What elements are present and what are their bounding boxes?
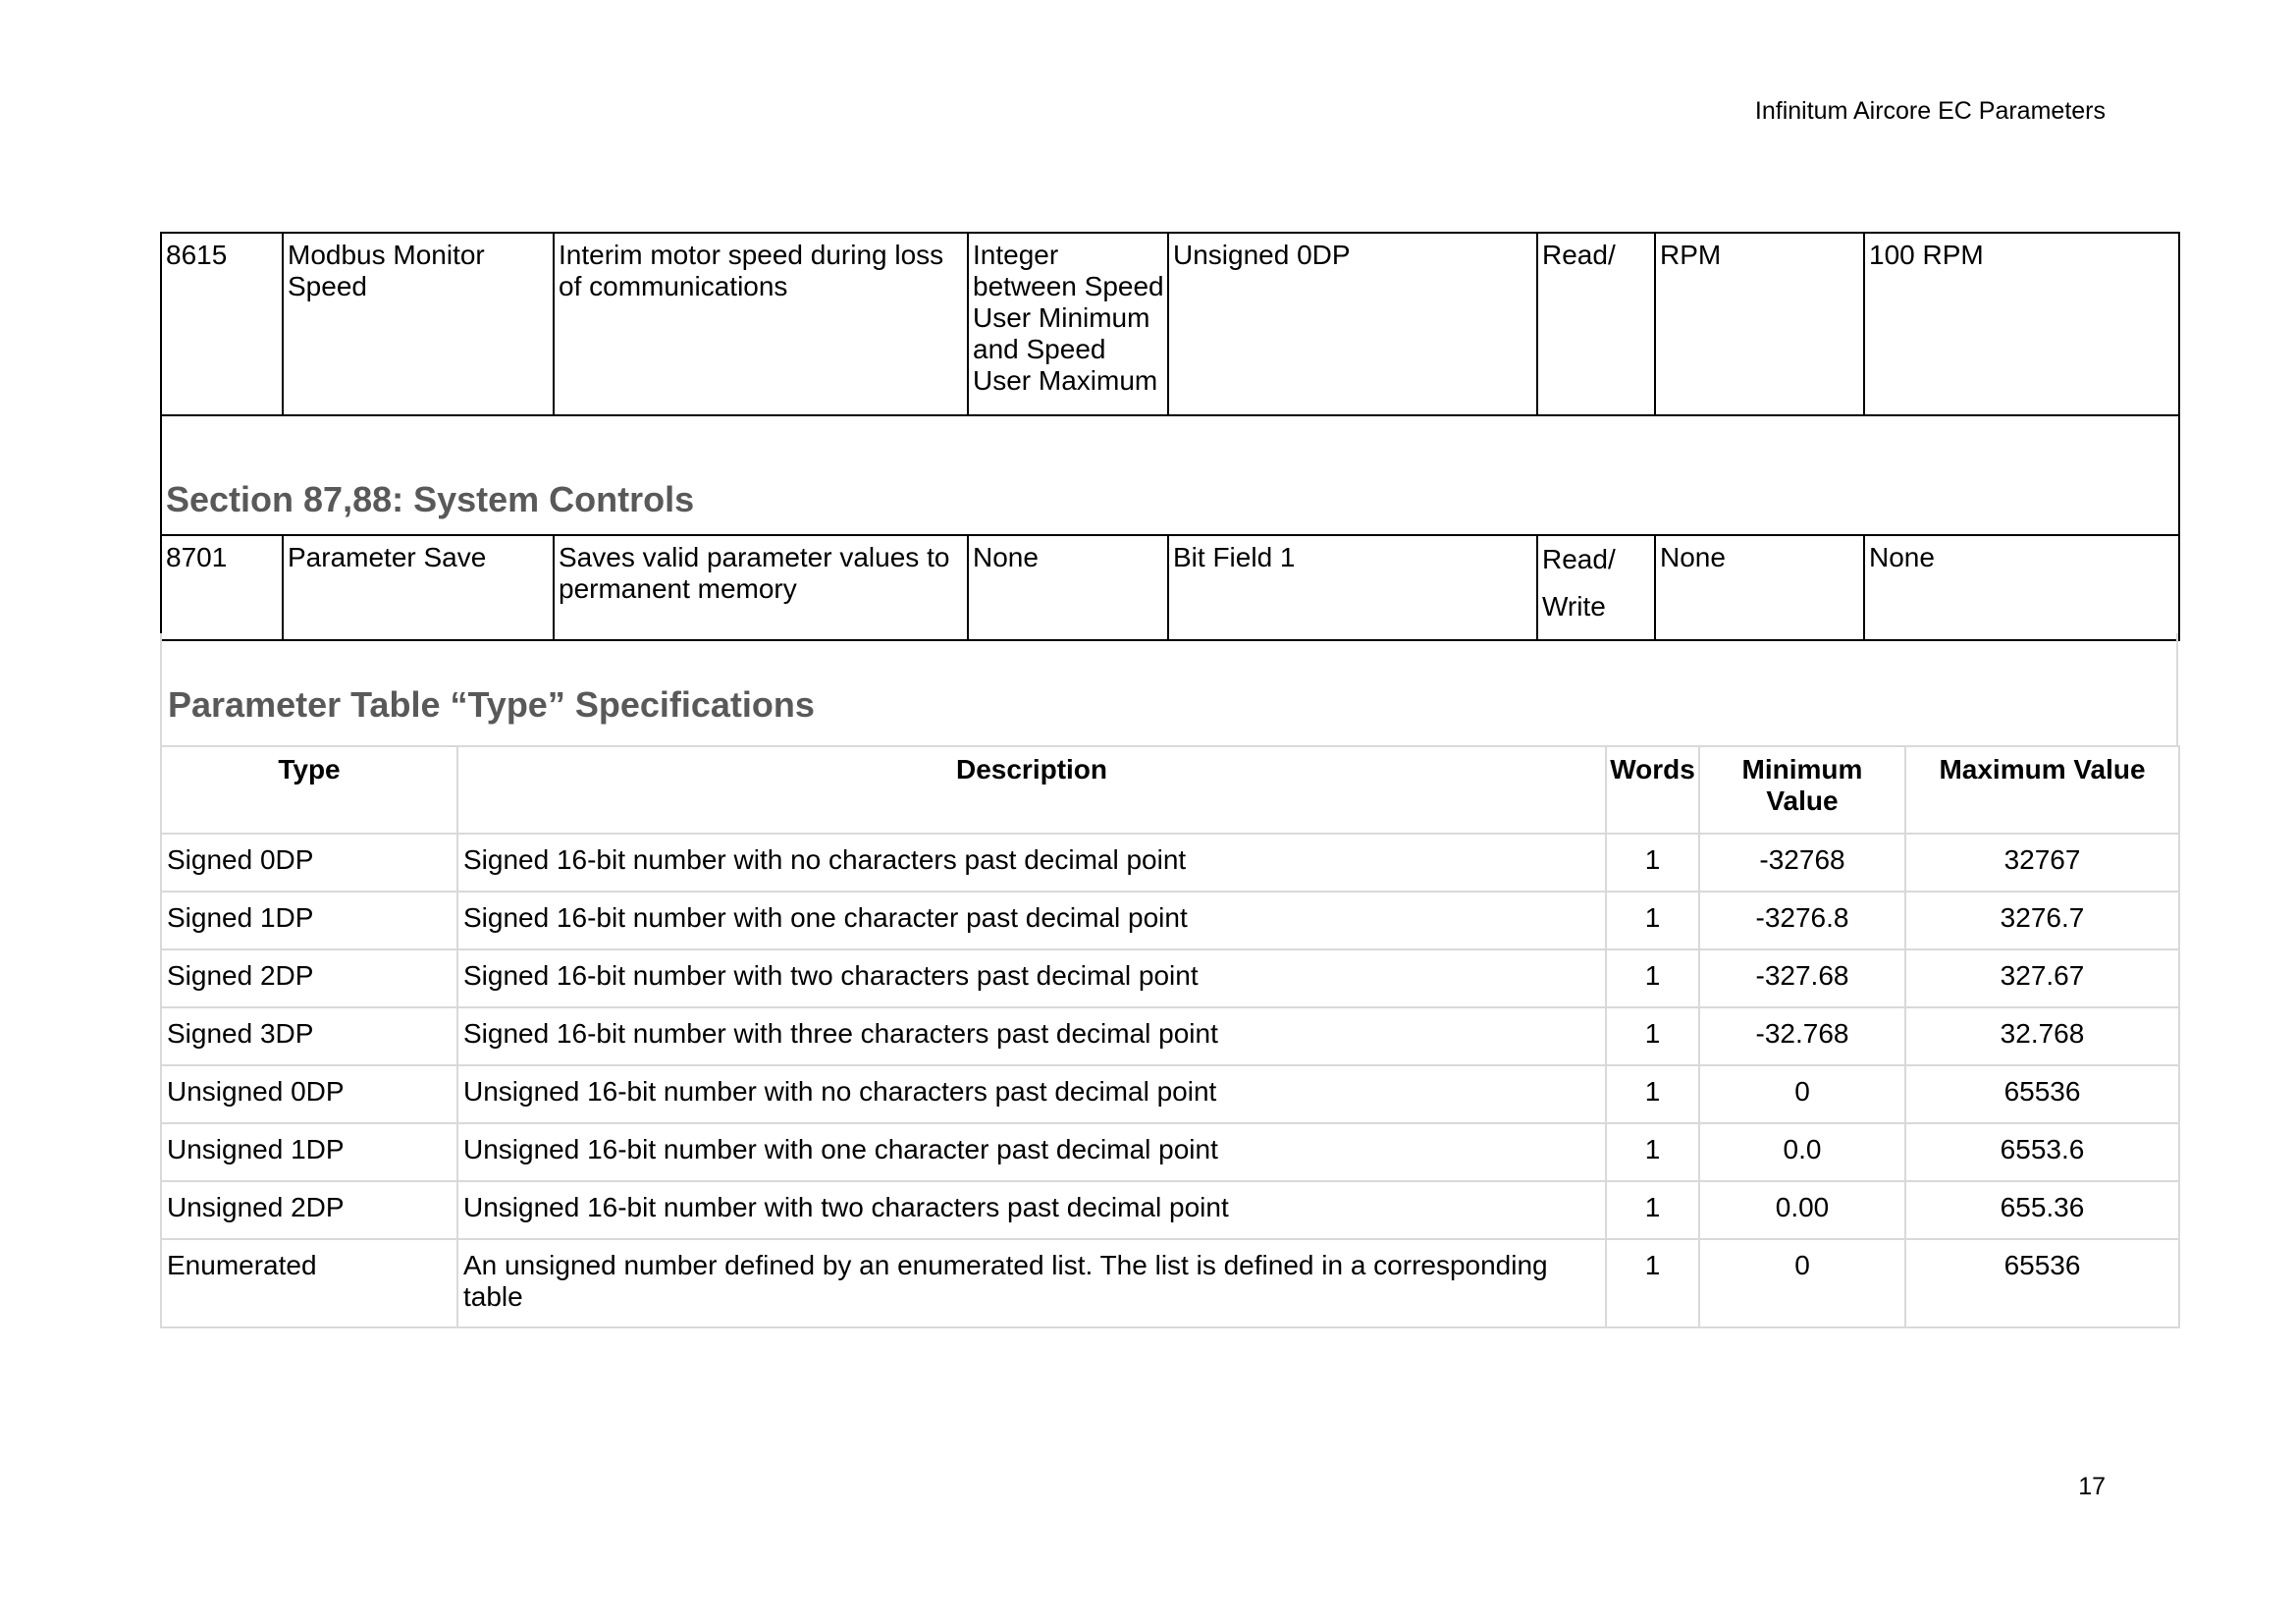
type-cell: Unsigned 2DP	[161, 1181, 457, 1239]
column-header-minimum: Minimum Value	[1699, 746, 1905, 834]
min-cell: 0	[1699, 1065, 1905, 1123]
type-cell: Signed 2DP	[161, 949, 457, 1007]
max-cell: 65536	[1905, 1065, 2179, 1123]
table-row	[161, 1065, 2179, 1123]
parameter-range: Integer between Speed User Minimum and Speed User Maximum	[968, 233, 1168, 415]
words-cell: 1	[1606, 892, 1699, 949]
description-cell: Signed 16-bit number with two characters past decimal point	[457, 949, 1606, 1007]
max-cell: 32.768	[1905, 1007, 2179, 1065]
description-cell: Signed 16-bit number with one character past decimal point	[457, 892, 1606, 949]
types-table	[160, 745, 2180, 1328]
column-header-words: Words	[1606, 746, 1699, 834]
running-header: Infinitum Aircore EC Parameters	[1754, 97, 2106, 125]
min-cell: 0	[1699, 1239, 1905, 1327]
words-cell: 1	[1606, 1181, 1699, 1239]
parameter-type: Bit Field 1	[1168, 535, 1537, 640]
access-line-2: Write	[1542, 591, 1606, 622]
types-heading: Parameter Table “Type” Specifications	[168, 684, 815, 725]
table-row	[161, 1007, 2179, 1065]
table-row	[161, 892, 2179, 949]
column-header-description: Description	[457, 746, 1606, 834]
parameter-access: Read/	[1537, 233, 1655, 415]
parameter-units: None	[1655, 535, 1864, 640]
parameter-default: None	[1864, 535, 2179, 640]
table-row	[161, 834, 2179, 892]
words-cell: 1	[1606, 1123, 1699, 1181]
parameter-row	[161, 535, 2179, 640]
min-cell: -3276.8	[1699, 892, 1905, 949]
parameter-row	[161, 233, 2179, 415]
parameter-type: Unsigned 0DP	[1168, 233, 1537, 415]
parameter-range: None	[968, 535, 1168, 640]
parameter-id: 8701	[161, 535, 283, 640]
description-cell: Unsigned 16-bit number with two characters past decimal point	[457, 1181, 1606, 1239]
min-cell: 0.00	[1699, 1181, 1905, 1239]
table-row	[161, 1181, 2179, 1239]
type-cell: Signed 0DP	[161, 834, 457, 892]
section-heading: Section 87,88: System Controls	[166, 479, 695, 519]
types-heading-band	[160, 633, 2178, 745]
parameter-access	[1537, 535, 1655, 640]
column-header-type: Type	[161, 746, 457, 834]
table-row	[161, 1123, 2179, 1181]
description-cell: Signed 16-bit number with three characters past decimal point	[457, 1007, 1606, 1065]
parameter-name: Parameter Save	[283, 535, 554, 640]
parameter-id: 8615	[161, 233, 283, 415]
description-cell: Unsigned 16-bit number with no characters past decimal point	[457, 1065, 1606, 1123]
words-cell: 1	[1606, 1239, 1699, 1327]
min-cell: -32.768	[1699, 1007, 1905, 1065]
max-cell: 655.36	[1905, 1181, 2179, 1239]
words-cell: 1	[1606, 1065, 1699, 1123]
min-cell: -327.68	[1699, 949, 1905, 1007]
types-header-row	[161, 746, 2179, 834]
max-cell: 6553.6	[1905, 1123, 2179, 1181]
min-cell: 0.0	[1699, 1123, 1905, 1181]
words-cell: 1	[1606, 1007, 1699, 1065]
page-number: 17	[2078, 1473, 2106, 1500]
parameter-description: Saves valid parameter values to permanent memory	[554, 535, 968, 640]
words-cell: 1	[1606, 834, 1699, 892]
type-cell: Enumerated	[161, 1239, 457, 1327]
parameter-description: Interim motor speed during loss of communications	[554, 233, 968, 415]
description-cell: An unsigned number defined by an enumerated list. The list is defined in a corresponding table	[457, 1239, 1606, 1327]
parameter-table	[160, 232, 2180, 641]
access-line-1: Read/	[1542, 544, 1616, 574]
max-cell: 327.67	[1905, 949, 2179, 1007]
type-cell: Signed 1DP	[161, 892, 457, 949]
parameter-default: 100 RPM	[1864, 233, 2179, 415]
type-cell: Unsigned 1DP	[161, 1123, 457, 1181]
parameter-name: Modbus Monitor Speed	[283, 233, 554, 415]
type-cell: Unsigned 0DP	[161, 1065, 457, 1123]
column-header-maximum: Maximum Value	[1905, 746, 2179, 834]
table-row	[161, 1239, 2179, 1327]
description-cell: Signed 16-bit number with no characters past decimal point	[457, 834, 1606, 892]
description-cell: Unsigned 16-bit number with one character past decimal point	[457, 1123, 1606, 1181]
type-cell: Signed 3DP	[161, 1007, 457, 1065]
section-cell	[161, 415, 2179, 535]
max-cell: 65536	[1905, 1239, 2179, 1327]
parameter-units: RPM	[1655, 233, 1864, 415]
max-cell: 3276.7	[1905, 892, 2179, 949]
max-cell: 32767	[1905, 834, 2179, 892]
min-cell: -32768	[1699, 834, 1905, 892]
table-row	[161, 949, 2179, 1007]
section-row	[161, 415, 2179, 535]
words-cell: 1	[1606, 949, 1699, 1007]
